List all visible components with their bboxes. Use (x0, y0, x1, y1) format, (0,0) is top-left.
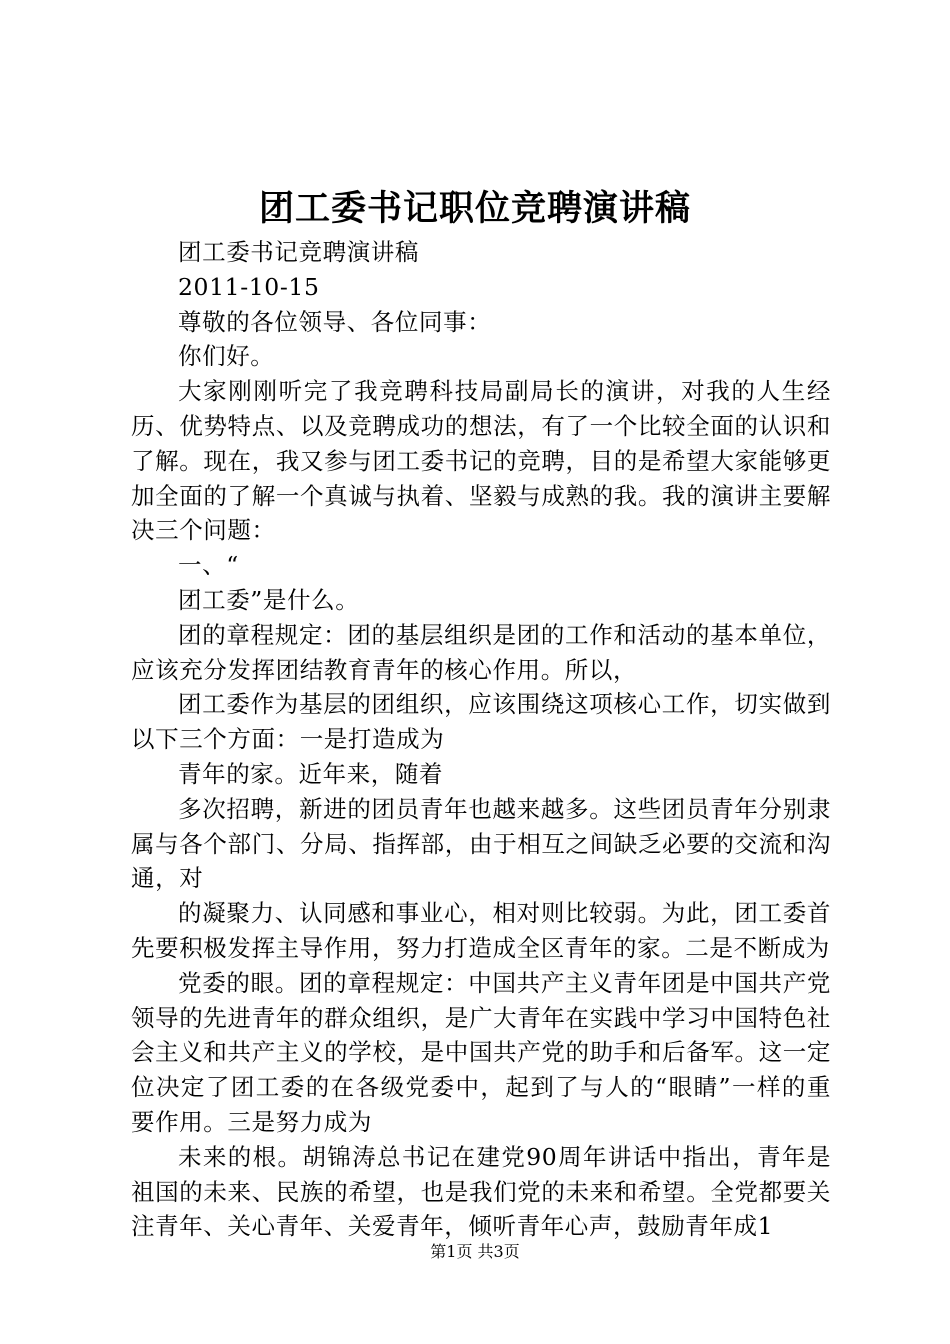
paragraph-charter: 团的章程规定：团的基层组织是团的工作和活动的基本单位，应该充分发挥团结教育青年的核心作用。所以， (131, 620, 831, 684)
page-footer: 第1页 共3页 (430, 1242, 520, 1261)
paragraph-section-one: 一、“ (178, 551, 239, 580)
paragraph-party-eye: 党委的眼。团的章程规定：中国共产主义青年团是中国共产党领导的先进青年的群众组织，是广大青年在实践中学习中国特色社会主义和共产主义的学校，是中国共产党的助手和后备军。这一定位决定了团工委的在各级党委中，起到了与人的“眼睛”一样的重要作用。三是努力成为 (131, 968, 831, 1136)
document-body (131, 235, 831, 1244)
paragraph-section-one-title: 团工委”是什么。 (178, 585, 360, 614)
paragraph-greeting: 你们好。 (178, 342, 275, 371)
paragraph-future-root: 未来的根。胡锦涛总书记在建党90周年讲话中指出，青年是祖国的未来、民族的希望，也是我们党的未来和希望。全党都要关注青年、关心青年、关爱青年，倾听青年心声，鼓励青年成1 (131, 1142, 831, 1241)
paragraph-salutation: 尊敬的各位领导、各位同事： (178, 307, 492, 336)
document-title: 团工委书记职位竞聘演讲稿 (258, 188, 691, 229)
paragraph-recruitment: 多次招聘，新进的团员青年也越来越多。这些团员青年分别隶属与各个部门、分局、指挥部，由于相互之间缺乏必要的交流和沟通，对 (131, 794, 831, 893)
paragraph-three-aspects: 团工委作为基层的团组织，应该围绕这项核心工作，切实做到以下三个方面：一是打造成为 (131, 690, 831, 754)
paragraph-date: 2011-10-15 (178, 272, 320, 301)
paragraph-subtitle: 团工委书记竞聘演讲稿 (178, 238, 419, 266)
paragraph-youth-home: 青年的家。近年来，随着 (178, 759, 444, 788)
paragraph-cohesion: 的凝聚力、认同感和事业心，相对则比较弱。为此，团工委首先要积极发挥主导作用，努力打造成全区青年的家。二是不断成为 (131, 899, 831, 962)
paragraph-intro: 大家刚刚听完了我竞聘科技局副局长的演讲，对我的人生经历、优势特点、以及竞聘成功的想法，有了一个比较全面的认识和了解。现在，我又参与团工委书记的竞聘，目的是希望大家能够更加全面的了解一个真诚与执着、坚毅与成熟的我。我的演讲主要解决三个问题： (131, 377, 831, 545)
